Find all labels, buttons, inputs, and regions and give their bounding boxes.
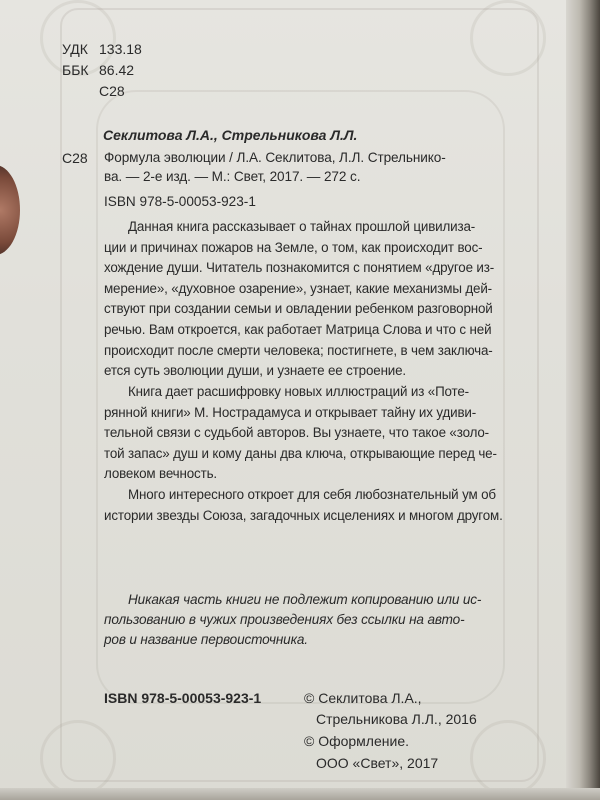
abstract-line: ется суть эволюции души, и узнаете ее строение. — [104, 363, 407, 379]
ornament-corner-top-right — [470, 0, 546, 76]
ornament-corner-bottom-right — [470, 720, 546, 796]
page-bottom-edge — [0, 788, 600, 800]
notice-line: пользованию в чужих произведениях без ссылки на авто- — [104, 612, 465, 627]
ornament-corner-bottom-left — [40, 720, 116, 796]
copyright-authors: © Секлитова Л.А., — [304, 690, 422, 706]
abstract-line: тельной связи с судьбой авторов. Вы узнаете, что такое «золо- — [104, 425, 489, 441]
udk-value: 133.18 — [99, 41, 142, 57]
bibliography-line-1: Формула эволюции / Л.А. Секлитова, Л.Л. Стрельнико- — [104, 150, 446, 165]
bibliography-line-2: ва. — 2-е изд. — М.: Свет, 2017. — 272 с. — [104, 169, 361, 184]
abstract-line: рянной книги» М. Нострадамуса и открывает тайну их удиви- — [104, 404, 477, 420]
notice-line: Никакая часть книги не подлежит копированию или ис- — [128, 592, 482, 607]
abstract-line: речью. Вам откроется, как работает Матрица Слова и что с ней — [104, 321, 492, 337]
finger-shadow — [0, 165, 20, 255]
bbk-value: 86.42 — [99, 62, 135, 78]
abstract-line: ствуют при создании семьи и овладении ребенком разговорной — [104, 301, 493, 317]
abstract-line: происходит после смерти человека; постигнете, в чем заключа- — [104, 342, 493, 358]
bbk-label: ББК — [62, 62, 89, 78]
abstract-line: истории звезды Союза, загадочных исцелениях и многом другом. — [104, 507, 503, 523]
footer-isbn: ISBN 978-5-00053-923-1 — [104, 690, 262, 706]
bibliography-isbn: ISBN 978-5-00053-923-1 — [104, 194, 256, 209]
abstract-paragraph-3 — [104, 485, 503, 526]
copyright-authors-year: Стрельникова Л.Л., 2016 — [316, 711, 477, 727]
abstract-line: той запас» душ и кому даны два ключа, открывающие перед че- — [104, 445, 497, 461]
copyright-publisher: ООО «Свет», 2017 — [316, 755, 439, 771]
abstract-line: хождение души. Читатель познакомится с понятием «другое из- — [104, 260, 495, 276]
udk-label: УДК — [62, 41, 88, 57]
book-spine-edge — [566, 0, 600, 800]
abstract-line: Много интересного откроет для себя любознательный ум об — [128, 487, 496, 502]
copyright-design: © Оформление. — [304, 733, 409, 749]
authors-heading: Секлитова Л.А., Стрельникова Л.Л. — [103, 127, 358, 143]
author-mark: С28 — [99, 83, 125, 99]
notice-line: ров и название первоисточника. — [104, 632, 308, 647]
abstract-paragraph-2 — [104, 382, 496, 485]
abstract-line: Данная книга рассказывает о тайнах прошлой цивилиза- — [128, 219, 476, 234]
abstract-line: мерение», «духовное озарение», узнает, какие механизмы дей- — [104, 280, 492, 296]
abstract-line: ции и причинах пожаров на Земле, о том, как происходит вос- — [104, 239, 483, 255]
bibliography-mark: С28 — [62, 150, 88, 166]
abstract-line: Книга дает расшифровку новых иллюстраций из «Поте- — [128, 384, 469, 399]
copyright-notice — [104, 590, 496, 650]
abstract-line: ловеком вечность. — [104, 466, 217, 482]
abstract-paragraph-1 — [104, 217, 496, 382]
